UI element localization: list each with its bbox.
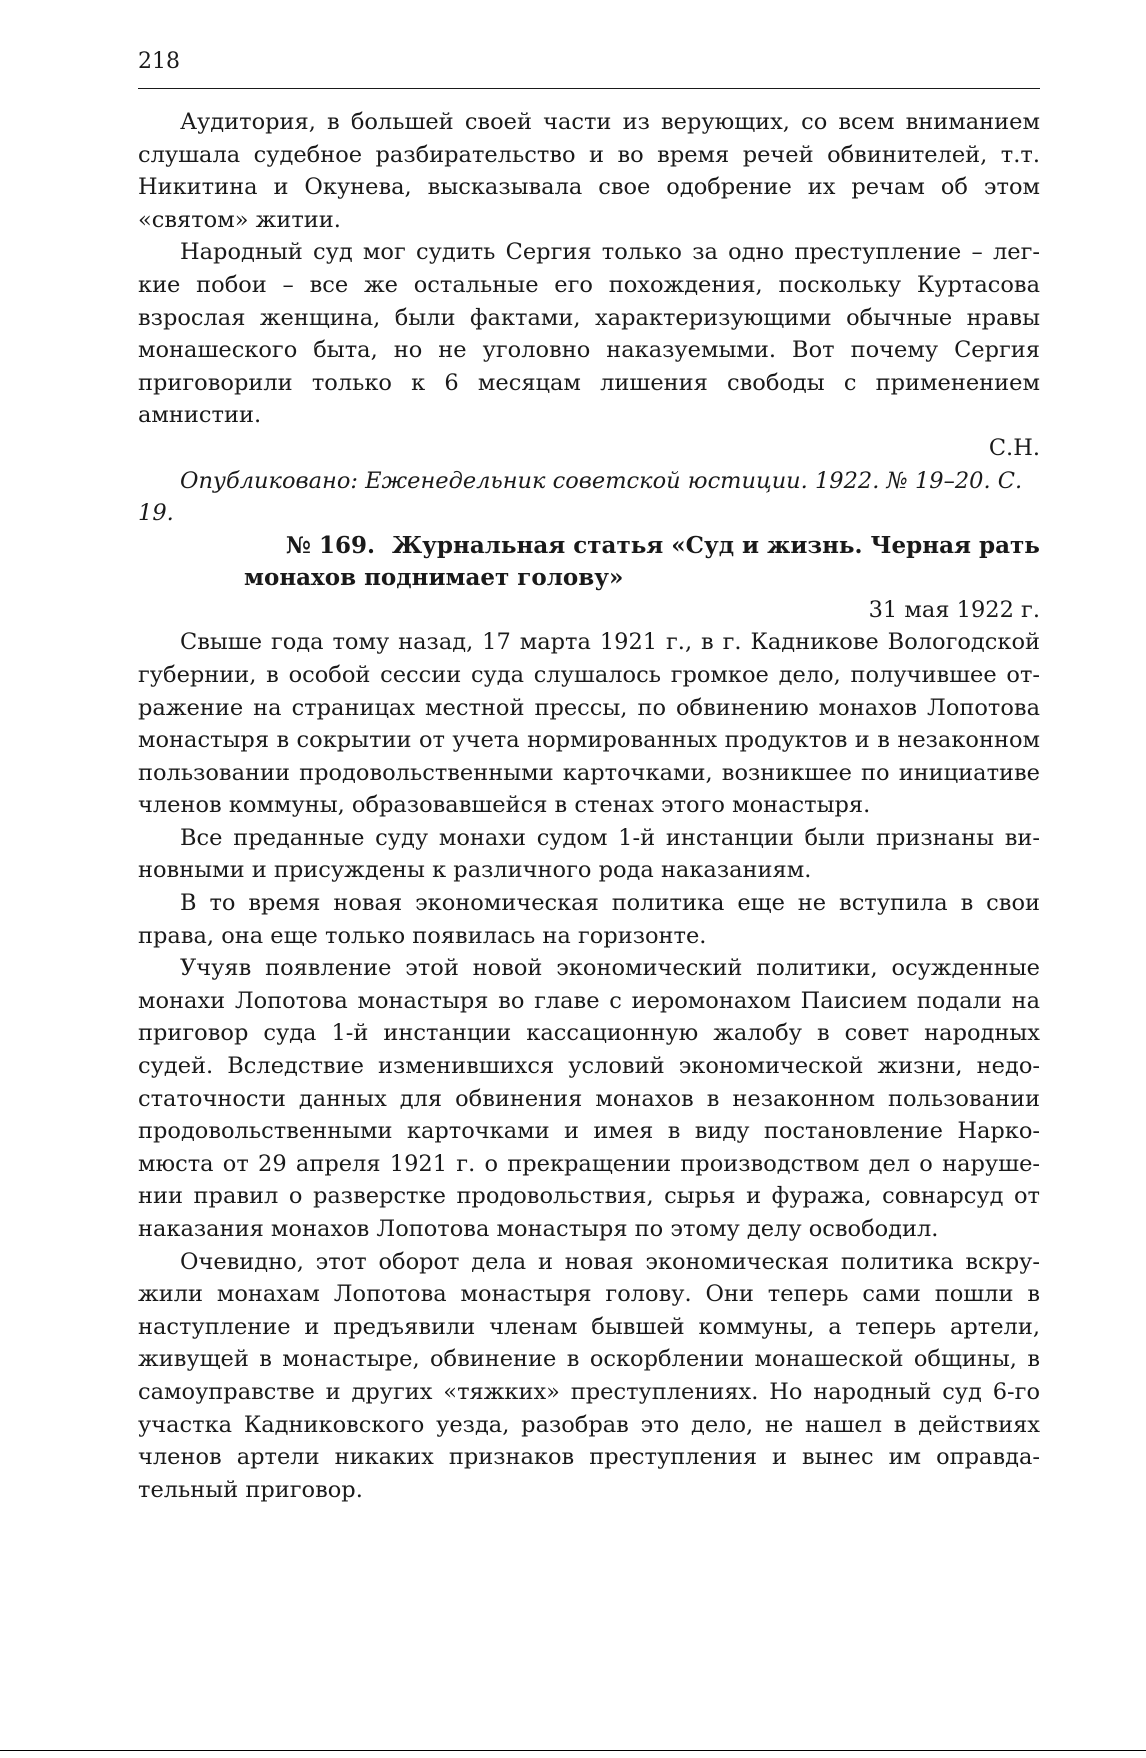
signature: С.Н. bbox=[988, 434, 1040, 461]
paragraph: Все преданные суду монахи судом 1-й инстанции были признаны виновными и присуждены к различного рода наказаниям. bbox=[138, 824, 1040, 884]
source-note: Опубликовано: Еженедельник советской юстиции. 1922. № 19–20. С. 19. bbox=[138, 467, 1023, 527]
document-number: № 169. bbox=[286, 531, 376, 559]
page-content bbox=[138, 106, 1040, 1506]
document-date: 31 мая 1922 г. bbox=[868, 596, 1040, 623]
paragraph: Свыше года тому назад, 17 марта 1921 г., в г. Кадникове Вологодской губернии, в особой сессии суда слушалось громкое дело, получившее отражение на страницах местной прессы, по обвинению монахов Лопотова монастыря в сокрытии от учета нормированных продуктов и в незаконном пользовании продовольственными карточками, возникшее по инициативе членов коммуны, образовавшейся в стенах этого монастыря. bbox=[138, 629, 1040, 819]
paragraph: Очевидно, этот оборот дела и новая экономическая политика вскружили монахам Лопотова монастыря голову. Они теперь сами пошли в наступление и предъявили членам бывшей коммуны, а теперь артели, живущей в монастыре, обвинение в оскорблении монашеской общины, в самоуправстве и других «тяжких» преступлениях. Но народный суд 6-го участка Кадниковского уезда, разобрав это дело, не нашел в действиях членов артели никаких признаков преступления и вынес им оправдательный приговор. bbox=[138, 1248, 1040, 1503]
document-heading bbox=[138, 530, 1040, 594]
page-number: 218 bbox=[138, 49, 180, 74]
paragraph: Народный суд мог судить Сергия только за одно преступление – легкие побои – все же остальные его похождения, поскольку Куртасова взрослая женщина, были фактами, характеризующими обычные нравы монашеского быта, но не уголовно наказуемыми. Вот почему Сергия приговорили только к 6 месяцам лишения свободы с применением амнистии. bbox=[138, 239, 1040, 429]
header-rule bbox=[138, 88, 1040, 89]
paragraph: В то время новая экономическая политика еще не вступила в свои права, она еще только появилась на горизонте. bbox=[138, 890, 1040, 949]
document-title: Журнальная статья «Суд и жизнь. Черная рать монахов поднимает голову» bbox=[244, 531, 1040, 591]
paragraph: Аудитория, в большей своей части из верующих, со всем вниманием слушала судебное разбирательство и во время речей обвинителей, т.т. Никитина и Окунева, высказывала свое одобрение их речам об этом «святом» житии. bbox=[138, 109, 1040, 233]
bottom-rule bbox=[0, 1750, 1146, 1751]
paragraph: Учуяв появление этой новой экономический политики, осужденные монахи Лопотова монастыря во главе с иеромонахом Паисием подали на приговор суда 1-й инстанции кассационную жалобу в совет народных судей. Вследствие изменившихся условий экономической жизни, недостаточности данных для обвинения монахов в незаконном пользовании продовольственными карточками и имея в виду постановление Наркомюста от 29 апреля 1921 г. о прекращении производством дел о нарушении правил о разверстке продовольствия, сырья и фуража, совнарсуд от наказания монахов Лопотова монастыря по этому делу освободил. bbox=[138, 955, 1040, 1242]
